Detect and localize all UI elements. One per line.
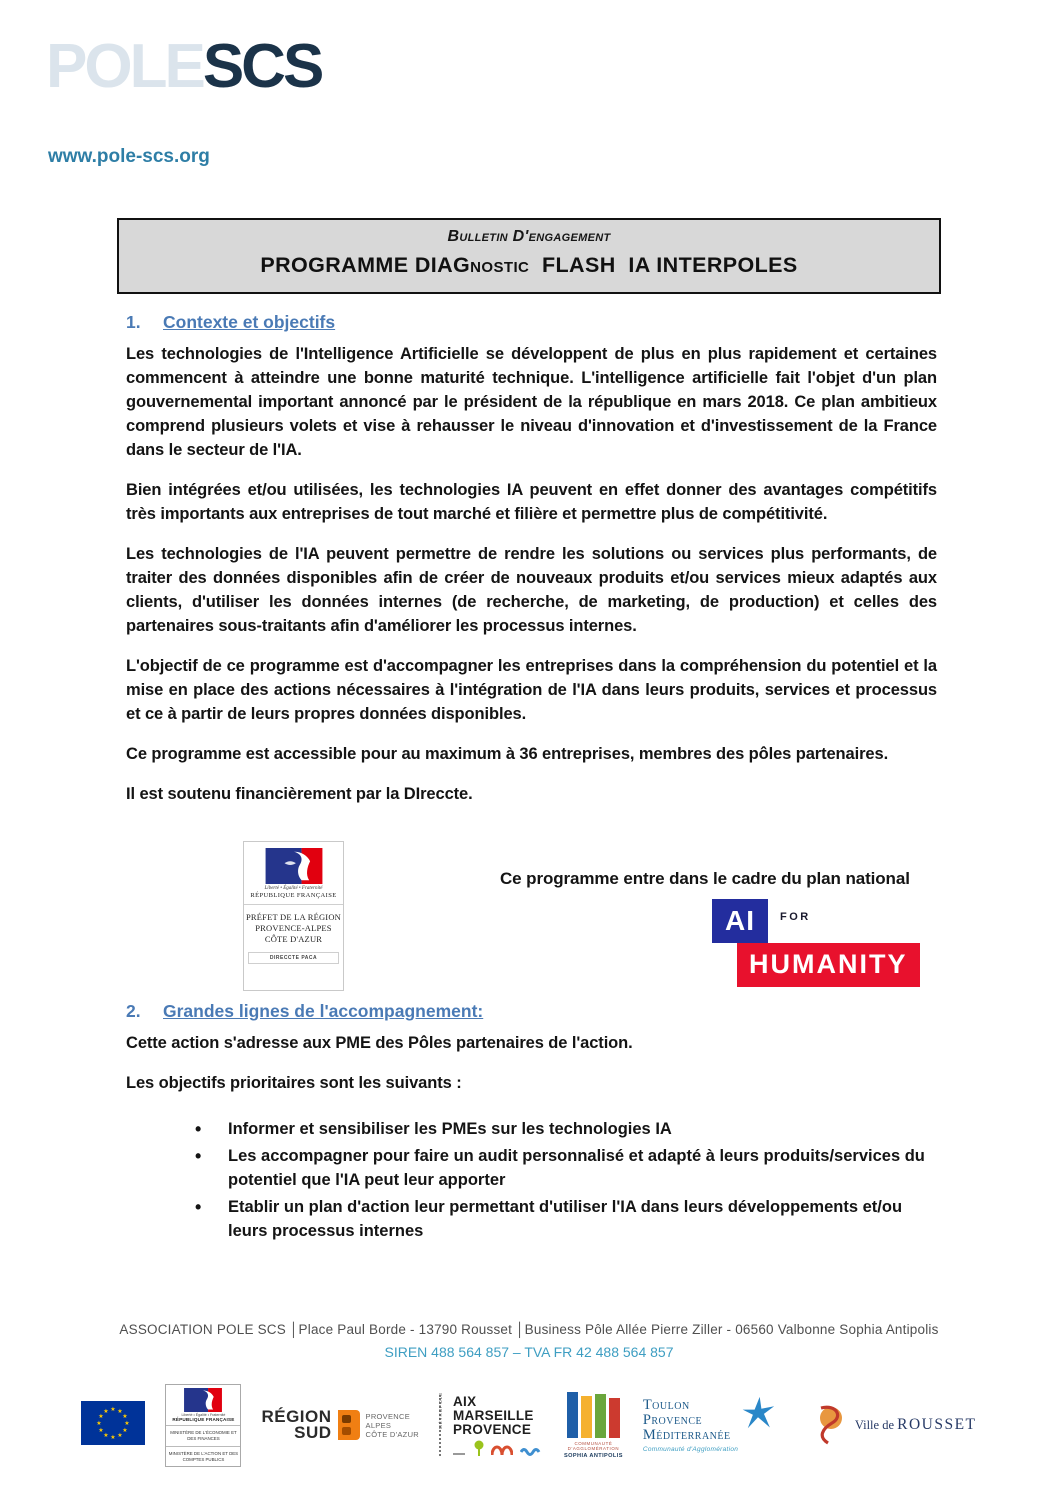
svg-text:★: ★ (124, 1419, 131, 1427)
republique-text: RÉPUBLIQUE FRANÇAISE (250, 892, 337, 899)
objectives-list (126, 1117, 937, 1243)
alpes-text: ALPES (365, 1420, 392, 1430)
agglomeration-text: D'AGGLOMÉRATION (567, 1446, 620, 1451)
section-contexte (126, 312, 937, 822)
paragraph: Ce programme est accessible pour au maximum à 36 entreprises, membres des pôles partenaires. (126, 745, 889, 763)
list-item: • Les accompagner pour faire un audit personnalisé et adapté à leurs produits/services du potentiel que l'IA peut leur apporter (228, 1144, 937, 1192)
sophia-antipolis-logo (564, 1392, 623, 1459)
footer-siren: SIREN 488 564 857 – TVA FR 42 488 564 857 (384, 1344, 674, 1360)
svg-text:★: ★ (103, 1407, 110, 1415)
svg-text:★: ★ (98, 1412, 105, 1420)
paragraph (126, 782, 937, 806)
eu-flag-icon (81, 1401, 145, 1450)
marianne-flag-icon (183, 1388, 223, 1412)
divider (166, 1446, 240, 1447)
paragraph: L'objectif de ce programme est d'accompagner les entreprises dans la compréhension du potentiel et la mise en place des actions nécessaires à l'intégration de l'IA dans leurs produits, services et processus et ce à partir de leurs propres données disponibles. (126, 657, 937, 723)
section1-number: 1. (126, 312, 141, 332)
prefet-line2: PROVENCE-ALPES (255, 923, 332, 933)
svg-text:★: ★ (110, 1405, 117, 1413)
list-item: • Informer et sensibiliser les PMEs sur les technologies IA (228, 1117, 937, 1141)
paragraph: Bien intégrées et/ou utilisées, les technologies IA peuvent en effet donner des avantages compétitifs très importants aux entreprises de tout marché et filière et permettre plus de compétitivité. (126, 481, 937, 523)
communaute-text: COMMUNAUTÉ (574, 1440, 613, 1446)
sophia-subtitle (564, 1441, 623, 1452)
paragraph: Les objectifs prioritaires sont les suivants : (126, 1074, 462, 1092)
svg-text:★: ★ (110, 1433, 117, 1441)
paragraph: Les technologies de l'Intelligence Artificielle se développent de plus en plus rapidement et certaines commencent à atteindre une bonne maturité technique. L'intelligence artificielle fait l'objet d'un plan gouvernemental important annoncé par le président de la république en mars 2018. Ce plan ambitieux comprend plusieurs volets et vise à rehausser le niveau d'innovation et d'investissement de la France dans le secteur de l'IA. (126, 345, 937, 459)
region-sud-logo (261, 1409, 419, 1441)
svg-text:★: ★ (117, 1407, 124, 1415)
provence-text: Provence (642, 1411, 703, 1428)
svg-text:★: ★ (98, 1426, 105, 1434)
motto-text: Liberté • Égalité • Fraternité (181, 1412, 226, 1417)
colored-bars-icon (564, 1392, 623, 1438)
motto-text: Liberté • Égalité • Fraternité (264, 886, 323, 891)
ai-humanity-red-box: HUMANITY (737, 943, 920, 987)
region-text: RÉGION (261, 1407, 332, 1426)
rousset-text: ROUSSET (897, 1416, 977, 1433)
section2-title: Grandes lignes de l'accompagnement: (163, 1001, 484, 1021)
list-item: • Etablir un plan d'action leur permettant d'utiliser l'IA dans leurs développements et/ou leurs processus internes (228, 1195, 937, 1243)
document-title: PROGRAMME DIAGnostic FLASH IA INTERPOLES (260, 253, 798, 277)
blue-star-icon (741, 1396, 775, 1430)
paragraph: Les technologies de l'IA peuvent permettre de rendre les solutions ou services plus performants, de traiter des données disponibles afin de créer de nouveaux produits et/ou services mieux adaptés aux clients, d'utiliser les données internes (de recherche, de marketing, de production) et celles des partenaires sous-traitants afin d'améliorer les processus internes. (126, 545, 937, 635)
section2-number: 2. (126, 1001, 141, 1021)
svg-text:★: ★ (103, 1431, 110, 1439)
mediterranee-text: Méditerranée (642, 1426, 731, 1443)
direccte-bold-text: DIreccte. (403, 785, 473, 803)
website-link[interactable]: www.pole-scs.org (48, 146, 210, 167)
region-sud-subtitle (366, 1412, 419, 1439)
marianne-flag-icon (265, 848, 323, 884)
ministry-economie-label: MINISTÈRE DE L'ÉCONOMIE ET DES FINANCES (170, 1429, 237, 1441)
republique-text: RÉPUBLIQUE FRANÇAISE (172, 1416, 235, 1422)
paragraph: Cette action s'adresse aux PME des Pôles partenaires de l'action. (126, 1034, 633, 1052)
tpm-subtitle: Communauté d'Agglomération (642, 1445, 739, 1453)
provence-text: PROVENCE (365, 1411, 411, 1421)
sophia-name: SOPHIA ANTIPOLIS (564, 1452, 623, 1459)
divider (244, 904, 343, 905)
blue-wave-icon (520, 1446, 544, 1456)
svg-text:★: ★ (117, 1431, 124, 1439)
paragraph-text: Il est soutenu financièrement par la (126, 785, 404, 803)
logo-pole-text: POLE (46, 32, 203, 101)
section1-title: Contexte et objectifs (163, 312, 336, 332)
ministeres-logo (165, 1384, 241, 1467)
metropole-text: MÉTROPOLE (438, 1391, 443, 1429)
svg-text:★: ★ (96, 1419, 103, 1427)
marseille-text: MARSEILLE (453, 1407, 534, 1423)
direccte-paca-label: DIRECCTE PACA (248, 952, 339, 964)
toulon-provence-mediterranee-logo (643, 1398, 793, 1453)
document-subtitle: Bulletin D'engagement (447, 228, 611, 245)
amp-icons (453, 1440, 544, 1456)
provence-text: PROVENCE (453, 1421, 532, 1437)
svg-text:★: ★ (122, 1426, 129, 1434)
plan-national-caption: Ce programme entre dans le cadre du plan national (500, 869, 910, 888)
aix-text: AIX (453, 1393, 477, 1409)
red-bar (609, 1398, 620, 1438)
yellow-bar (581, 1396, 592, 1438)
ministry-action-label: MINISTÈRE DE L'ACTION ET DES COMPTES PUBLICS (168, 1450, 239, 1462)
metropole-vertical-label (438, 1391, 449, 1456)
ville-de-rousset-logo (813, 1405, 977, 1445)
ai-for-label: FOR (780, 911, 811, 923)
section2-heading (126, 1001, 937, 1022)
partner-logo-row (0, 1378, 1058, 1472)
orange-pennant-icon (338, 1410, 360, 1440)
dash-icon (453, 1452, 467, 1456)
ai-for-humanity-logo (712, 899, 942, 989)
sud-text: SUD (294, 1423, 332, 1442)
section-grandes-lignes (126, 1001, 937, 1246)
blue-bar (567, 1392, 578, 1438)
toulon-text: Toulon (642, 1396, 690, 1413)
prefet-line1: PRÉFET DE LA RÉGION (245, 912, 342, 922)
rousset-name (855, 1416, 977, 1434)
ville-de-text: Ville de (854, 1418, 894, 1432)
divider (166, 1425, 240, 1426)
red-arches-icon (491, 1444, 513, 1456)
prefet-line3: CÔTE D'AZUR (264, 934, 323, 944)
rousset-ribbon-icon (813, 1405, 847, 1445)
cote-dazur-text: CÔTE D'AZUR (365, 1429, 419, 1439)
svg-text:★: ★ (122, 1412, 129, 1420)
region-sud-name (261, 1409, 331, 1441)
title-box (117, 218, 941, 294)
section1-heading (126, 312, 937, 333)
logo-scs-text: SCS (202, 32, 322, 101)
prefet-region-paca-logo (243, 841, 344, 991)
ai-blue-square: AI (712, 899, 768, 943)
green-pin-icon (474, 1440, 484, 1456)
footer-address: ASSOCIATION POLE SCS │Place Paul Borde - 13790 Rousset │Business Pôle Allée Pierre Ziller - 06560 Valbonne Sophia Antipolis (119, 1322, 939, 1337)
green-bar (595, 1394, 606, 1438)
amp-name (453, 1395, 544, 1437)
pole-scs-logo (46, 32, 322, 101)
aix-marseille-provence-logo (438, 1391, 544, 1456)
